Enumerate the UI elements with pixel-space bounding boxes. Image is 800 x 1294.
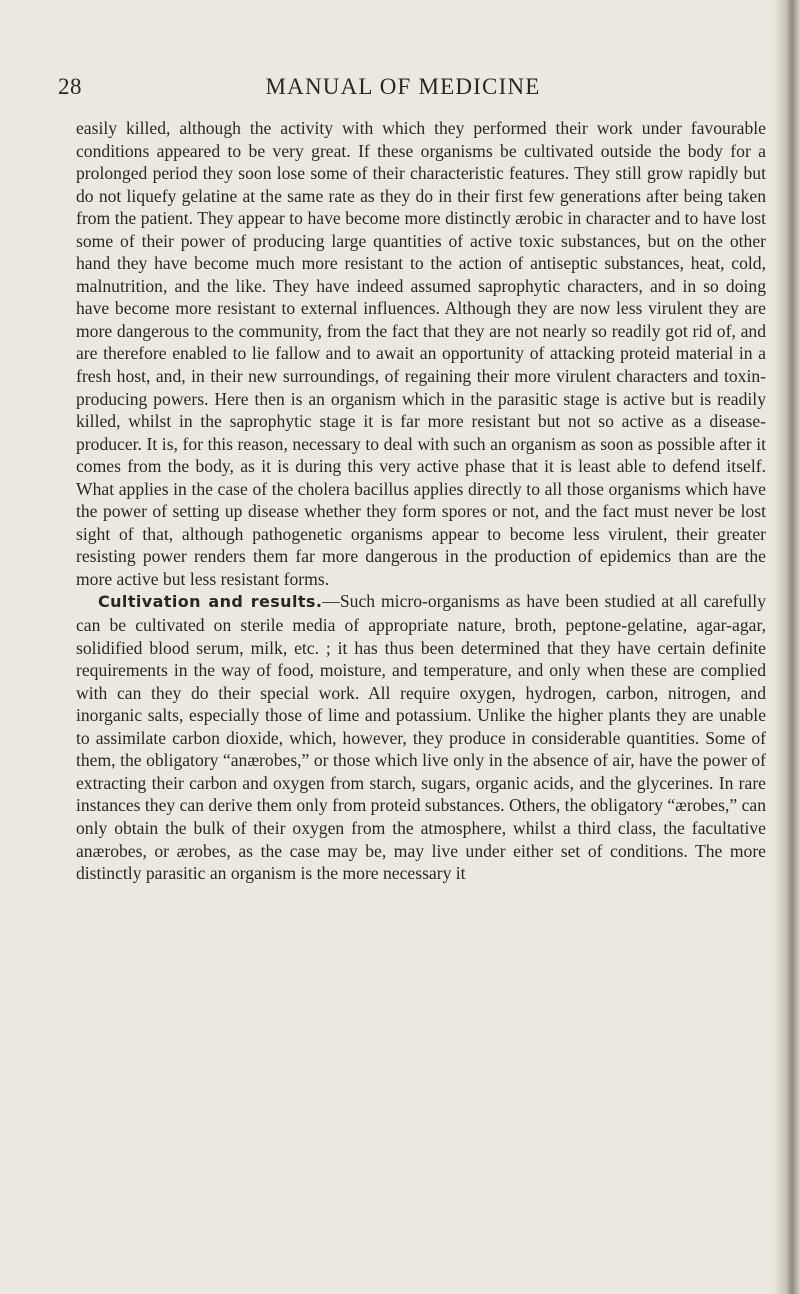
section-dash: — xyxy=(322,591,340,612)
page-number: 28 xyxy=(58,74,82,99)
section-heading: Cultivation and results. xyxy=(98,592,323,612)
body-text xyxy=(76,117,766,885)
page-header xyxy=(58,74,748,108)
running-title: MANUAL OF MEDICINE xyxy=(265,74,541,99)
paragraph-2-text: Such micro-organisms as have been studied at all carefully can be cultivated on sterile media of appropriate nature, broth, peptone-gelatine, agar-agar, solidified blood serum, milk, etc. ; it has thus been determined that they have certain definite requirements in the way of food, moisture, and temperature, and only when these are complied with can they do their special work. All require oxygen, hydrogen, carbon, nitrogen, and inorganic salts, especially those of lime and potassium. Unlike the higher plants they are unable to assimilate carbon dioxide, which, however, they produce in considerable quantities. Some of them, the obligatory “anærobes,” or those which live only in the absence of air, have the power of extracting their carbon and oxygen from starch, sugars, organic acids, and the glycerines. In rare instances they can derive them only from proteid substances. Others, the obligatory “ærobes,” can only obtain the bulk of their oxygen from the atmosphere, whilst a third class, the facultative anærobes, or ærobes, as the case may be, may live under either set of conditions. The more distinctly parasitic an organism is the more necessary it xyxy=(76,591,766,884)
paragraph-2 xyxy=(76,590,766,884)
paragraph-1: easily killed, although the activity with which they performed their work under favourable conditions appeared to be very great. If these organisms be cultivated outside the body for a prolonged period they soon lose some of their characteristic features. They still grow rapidly but do not liquefy gelatine at the same rate as they do in their first few generations after being taken from the patient. They appear to have become more distinctly ærobic in character and to have lost some of their power of producing large quantities of active toxic substances, but on the other hand they have become much more resistant to the action of antiseptic substances, heat, cold, malnutrition, and the like. They have indeed assumed saprophytic characters, and in so doing have become more resistant to external influences. Although they are now less virulent they are more dangerous to the community, from the fact that they are not nearly so readily got rid of, and are therefore enabled to lie fallow and to await an opportunity of attacking proteid material in a fresh host, and, in their new surroundings, of regaining their more virulent characters and toxin-producing powers. Here then is an organism which in the parasitic stage is active but is readily killed, whilst in the saprophytic stage it is far more resistant but not so active as a disease-producer. It is, for this reason, necessary to deal with such an organism as soon as possible after it comes from the body, as it is during this very active phase that it is least able to defend itself. What applies in the case of the cholera bacillus applies directly to all those organisms which have the power of setting up disease whether they form spores or not, and the fact must never be lost sight of that, although pathogenetic organisms appear to become less virulent, their greater resisting power renders them far more dangerous in the production of epidemics than are the more active but less resistant forms. xyxy=(76,118,766,589)
page-edge-shadow xyxy=(774,0,800,1294)
